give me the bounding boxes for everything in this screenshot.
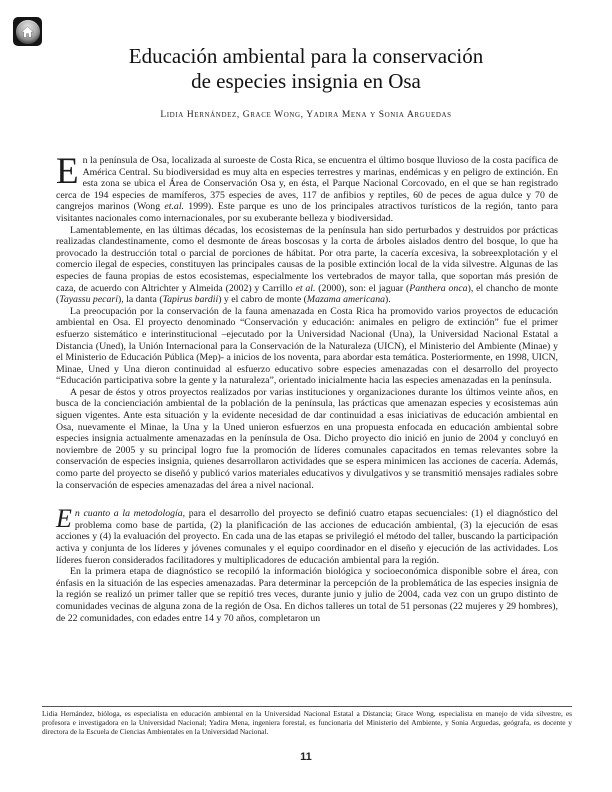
italic-text: et.al. <box>164 201 184 213</box>
paragraph <box>56 566 558 624</box>
article-body <box>56 151 558 624</box>
page-number: 11 <box>300 751 312 763</box>
body-text-segment: ), la danta ( <box>117 294 163 306</box>
italic-text: et al. <box>295 282 316 294</box>
paragraph <box>56 504 558 566</box>
italic-text: n cuanto a la metodología <box>74 508 183 520</box>
italic-text: Tayassu pecari <box>59 294 118 306</box>
italic-text: Tapirus bardii <box>162 294 219 306</box>
body-text-segment: , para el desarrollo del proyecto se definió cuatro etapas secuenciales: (1) el diagnóstico del problema como base de partida, (2) la planificación de las acciones de educación ambiental, (3) la ejecución de esas acciones y (4) la evaluación del proyecto. En cada una de las etapas se privilegió el método del taller, buscando la participación activa y conjunta de los líderes y jóvenes comunales y el equipo coordinador en el diseño y ejecución de las actividades. Los líderes fueron considerados facilitadores y multiplicadores de educación ambiental para la región. <box>56 508 558 566</box>
body-text-segment: La preocupación por la conservación de la fauna amenazada en Costa Rica ha promovido varios proyectos de educación ambiental en Osa. El proyecto denominado “Conservación y educación: animales en peligro de extinción” fue el primer esfuerzo sistemático e interinstitucional –ejecutado por la Universidad Nacional (Una), la Universidad Nacional Estatal a Distancia (Uned), la Unión Internacional para la Conservación de la Naturaleza (UICN), el Ministerio del Ambiente (Minae) y el Ministerio de Educación Pública (Mep)- a inicios de los noventa, para abordar esta temática. Posteriormente, en 1998, UICN, Minae, Uned y Una dieron continuidad al esfuerzo educativo sobre especies amenazadas con el desarrollo del proyecto “Educación participativa sobre la gente y la naturaleza”, orientado inicialmente hacia las especies amenazadas en la península. <box>56 305 558 387</box>
title-line: Educación ambiental para la conservación <box>128 44 484 68</box>
body-text-segment: Lamentablemente, en las últimas décadas, los ecosistemas de la península han sido perturbados y destruidos por prácticas realizadas clandestinamente, como el desmonte de áreas boscosas y la corta de árboles aislados dentro del bosque, lo que ha provocado la destrucción total o parcial de porciones de hábitat. Por otra parte, la cacería excesiva, la sobreexplotación y el comercio ilegal de especies, constituyen las principales causas de la posible extinción local de la vida silvestre. Algunas de las especies de fauna propias de estos ecosistemas, especialmente los vertebrados de mayor talla, que soportan más presión de caza, de acuerdo con Altrichter y Almeida (2002) y Carrillo <box>56 224 558 294</box>
paragraph <box>56 225 558 306</box>
italic-text: Mazama americana <box>306 294 385 306</box>
body-text-segment: A pesar de éstos y otros proyectos realizados por varias instituciones y organizaciones durante los últimos veinte años, en busca de la concienciación ambiental de la población de la península, las prácticas que amenazan especies y ecosistemas aún siguen vigentes. Ante esta situación y la evidente necesidad de dar continuidad a esas iniciativas de educación ambiental en Osa, nuevamente el Minae, la Una y la Uned unieron esfuerzos en una propuesta enfocada en educación ambiental sobre especies insignia actualmente amenazadas en la península de Osa. Dicho proyecto dio inició en junio de 2004 y concluyó en noviembre de 2005 y su principal logro fue la promoción de líderes comunales capacitados en temas relevantes sobre la conservación de especies insignia, quienes desarrollaron actividades que se espera minimicen las acciones de cacería. Además, como parte del proyecto se diseñó y publicó varios materiales educativos y divulgativos y se transmitió mensajes radiales sobre la conservación de especies amenazadas del área a nivel nacional. <box>56 386 558 491</box>
paragraph <box>56 387 558 491</box>
italic-text: Panthera onca <box>409 282 468 294</box>
body-text-segment: ), el chancho de monte ( <box>56 282 558 306</box>
dropcap-letter: E <box>56 151 79 192</box>
dropcap-letter: E <box>56 504 72 534</box>
home-icon <box>16 20 40 44</box>
title-line: de especies insignia en Osa <box>191 69 421 93</box>
footnote: Lidia Hernández, bióloga, es especialista en educación ambiental en la Universidad Nacional Estatal a Distancia; Grace Wong, especialista en manejo de vida silvestre, es profesora e investigadora en la Universidad Nacional; Yadira Mena, ingeniera forestal, es funcionaria del Ministerio del Ambiente, y Sonia Arguedas, geógrafa, es docente y directora de la Escuela de Ciencias Ambientales en la Universidad Nacional. <box>42 706 572 737</box>
body-text-segment: ). <box>385 294 391 306</box>
body-text-segment: n la península de Osa, localizada al suroeste de Costa Rica, se encuentra el último bosque lluvioso de la costa pacífica de América Central. Su biodiversidad es muy alta en especies terrestres y marinas, endémicas y en peligro de extinción. En esta zona se ubica el Área de Conservación Osa y, en ésta, el Parque Nacional Corcovado, en el que se han registrado cerca de 194 especies de mamíferos, 375 especies de aves, 117 de anfibios y reptiles, 60 de peces de agua dulce y 70 de cangrejos marinos (Wong <box>56 155 558 213</box>
page-title <box>0 0 612 94</box>
home-button[interactable] <box>13 17 42 46</box>
body-text-segment: (2000), son: el jaguar ( <box>315 282 410 294</box>
body-text-segment: ) y el cabro de monte ( <box>218 294 307 306</box>
body-text-segment: 1999). Este parque es uno de los principales atractivos turísticos de la región, tanto para visitantes nacionales como internacionales, por su exuberante belleza y biodiversidad. <box>56 201 558 224</box>
paragraph <box>56 306 558 387</box>
body-text-segment: En la primera etapa de diagnóstico se recopiló la información biológica y socioeconómica disponible sobre el área, con énfasis en la situación de las especies amenazadas. Para determinar la percepción de la problemática de las especies insignia de la región se realizó un primer taller que se repitió tres veces, durante junio y julio de 2004, cada vez con un grupo distinto de comunidades vecinas de alguna zona de la región de Osa. En dichos talleres un total de 51 personas (22 mujeres y 29 hombres), de 22 comunidades, con edades entre 14 y 70 años, completaron un <box>56 566 558 624</box>
paragraph <box>56 151 558 225</box>
authors-line: Lidia Hernández, Grace Wong, Yadira Mena y Sonia Arguedas <box>160 110 452 120</box>
